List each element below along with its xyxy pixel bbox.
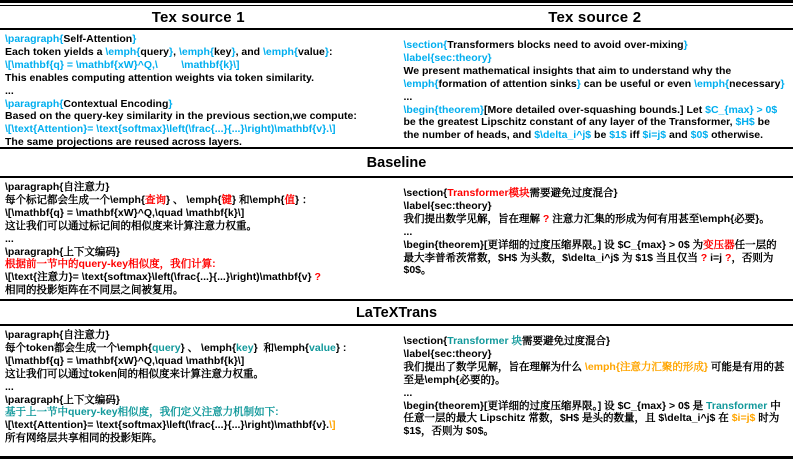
baseline-translation-1-panel <box>0 178 397 299</box>
code-line <box>5 432 393 445</box>
code-line <box>404 239 790 252</box>
code-line <box>5 284 393 297</box>
code-line <box>5 220 393 233</box>
code-segment: 中 <box>767 399 781 412</box>
tex-source-row <box>0 30 793 147</box>
code-segment-red: ? <box>542 212 550 225</box>
code-segment: key <box>213 45 232 58</box>
code-line <box>5 381 393 394</box>
code-line <box>404 213 790 226</box>
code-segment: and <box>666 129 691 142</box>
code-segment-cyan: } <box>231 45 236 58</box>
code-segment-cyan: \emph{ <box>263 45 299 58</box>
code-segment: , and <box>235 45 263 58</box>
code-segment-cyan: $1$ <box>609 129 627 142</box>
code-line <box>5 85 393 98</box>
code-segment-teal: Transformer <box>706 399 768 412</box>
code-segment-cyan: \paragraph{ <box>5 33 64 45</box>
code-segment-cyan: \[\mathbf{q} = \mathbf{xW}^Q,\ \mathbf{k}\] <box>5 58 240 71</box>
code-segment-cyan: $\delta_i^j$ <box>534 129 592 142</box>
code-line <box>404 187 790 200</box>
code-line <box>5 329 393 342</box>
code-line <box>404 129 790 142</box>
code-segment: be <box>591 129 610 142</box>
code-segment: \section{ <box>403 335 448 347</box>
code-segment: 每个标记都会生成一个\emph{ <box>5 193 146 206</box>
code-segment: 最大李普希茨常数，$H$ 为头数，$\delta_i^j$ 为 $1$ 当且仅当 <box>403 251 701 264</box>
tex-source-2-panel <box>397 30 793 147</box>
code-segment-cyan: \emph{ <box>694 77 730 90</box>
code-segment: 需要避免过度混合} <box>521 335 611 347</box>
code-line <box>404 387 790 400</box>
code-line <box>5 258 393 271</box>
code-line <box>404 78 790 91</box>
code-line <box>404 252 790 265</box>
code-segment-orange: $i=j$ <box>731 412 756 425</box>
code-line <box>404 425 790 438</box>
code-segment: } 、 \emph{ <box>166 193 222 206</box>
code-segment-cyan: } <box>168 97 173 110</box>
code-segment: ，否则为 <box>731 251 774 264</box>
code-line <box>404 39 790 52</box>
code-line <box>404 104 790 117</box>
code-line <box>404 52 790 65</box>
code-line <box>5 72 393 85</box>
code-line <box>5 123 393 136</box>
code-segment: necessary <box>729 77 781 90</box>
code-segment: 相同的投影矩阵在不同层之间被复用。 <box>5 284 184 297</box>
code-segment: \[\text{注意力}= \text{softmax}\left(\frac{...}{...}\right)\mathbf{v} <box>5 271 315 284</box>
code-segment: \paragraph{上下文编码} <box>5 393 120 406</box>
code-segment: , <box>173 45 179 58</box>
column-header-row <box>0 6 793 30</box>
code-line <box>5 59 393 72</box>
code-segment-cyan: \[\text{Attention}= \text{softmax}\left(\frac{...}{...}\right)\mathbf{v}.\] <box>5 123 336 136</box>
code-segment-cyan: \emph{ <box>403 77 439 90</box>
code-segment: } 、 \emph{ <box>180 341 237 354</box>
code-segment-cyan: \begin{theorem} <box>403 103 485 116</box>
code-segment: } 和\emph{ <box>231 193 285 206</box>
code-segment: Transformers blocks need to avoid over-mixing <box>447 39 684 51</box>
code-line <box>5 46 393 59</box>
code-segment: ... <box>5 232 14 245</box>
code-segment-cyan: } <box>132 33 137 45</box>
code-segment: \begin{theorem}[更详细的过度压缩界限。] 设 $C_{max} > 0$ 为 <box>403 238 704 251</box>
code-segment: can be useful or even <box>580 77 695 90</box>
code-segment: \paragraph{上下文编码} <box>5 245 120 258</box>
code-line <box>404 335 790 348</box>
code-segment: 这让我们可以通过标记间的相似度来计算注意力权重。 <box>5 219 257 232</box>
code-line <box>404 412 790 425</box>
code-line <box>5 368 393 381</box>
code-line <box>404 400 790 413</box>
code-segment-cyan: $0$ <box>690 129 709 142</box>
code-segment: be the greatest Lipschitz constant of any layer of the Transformer, <box>403 116 736 129</box>
latextrans-section-header: LaTeXTrans <box>0 299 793 326</box>
baseline-row <box>0 178 793 299</box>
code-line <box>5 136 393 147</box>
code-segment: The same projections are reused across layers. <box>5 136 242 147</box>
code-segment: \[\mathbf{q} = \mathbf{xW}^Q,\quad \mathbf{k}\] <box>5 206 245 219</box>
code-segment: $1$，否则为 $0$。 <box>403 425 494 438</box>
code-segment: \section{ <box>403 187 448 199</box>
code-segment: We present mathematical insights that aim to understand why the <box>403 64 732 77</box>
baseline-section-header: Baseline <box>0 147 793 178</box>
tex-source-1-panel <box>0 30 397 147</box>
code-segment-cyan: \emph{ <box>178 45 214 58</box>
code-segment-cyan: \label{sec:theory} <box>403 51 492 64</box>
code-segment: \[\text{Attention}= \text{softmax}\left(\frac{...}{...}\right)\mathbf{v}. <box>5 419 330 432</box>
code-segment: ... <box>403 386 413 399</box>
code-segment: This enables computing attention weights via token similarity. <box>5 71 315 84</box>
code-segment: \begin{theorem}[更详细的过度压缩界限。] 设 $C_{max} > 0$ 是 <box>403 399 707 412</box>
baseline-translation-2-panel <box>397 178 793 299</box>
code-line <box>404 374 790 387</box>
code-segment-cyan: \paragraph{ <box>5 97 64 110</box>
code-segment-red: 值 <box>284 193 295 206</box>
code-segment: 我们提出了数学见解，旨在理解为什么 <box>403 360 585 373</box>
code-line <box>5 181 393 194</box>
code-segment-cyan: } <box>683 39 688 51</box>
code-segment-cyan: \emph{ <box>105 45 141 58</box>
code-segment-red: 变压器 <box>703 238 735 251</box>
code-segment: iff <box>626 129 643 142</box>
code-line <box>5 207 393 220</box>
code-line <box>404 200 790 213</box>
code-line <box>5 194 393 207</box>
code-line <box>5 98 393 111</box>
code-segment-cyan: $H$ <box>735 116 755 129</box>
code-segment: Each token yields a <box>5 45 106 58</box>
code-segment: value <box>298 45 325 58</box>
code-segment-cyan: $C_{max} > 0$ <box>705 103 778 116</box>
code-segment-teal: query <box>152 341 181 354</box>
latextrans-translation-1-panel <box>0 326 397 456</box>
code-segment: 需要避免过度混合} <box>529 187 618 199</box>
code-segment: ... <box>5 84 14 97</box>
code-segment: \label{sec:theory} <box>403 347 492 360</box>
code-segment: \[\mathbf{q} = \mathbf{xW}^Q,\quad \mathbf{k}\] <box>5 354 245 367</box>
code-line <box>5 271 393 284</box>
code-segment: be <box>754 116 770 129</box>
code-segment: : <box>328 45 333 58</box>
code-segment: 这让我们可以通过token间的相似度来计算注意力权重。 <box>5 367 265 380</box>
code-line <box>404 264 790 277</box>
code-segment: Contextual Encoding <box>63 97 169 110</box>
code-line <box>404 361 790 374</box>
code-segment-cyan: } <box>169 45 174 58</box>
code-segment: Based on the query-key similarity in the previous section,we compute: <box>5 110 357 123</box>
code-line <box>5 355 393 368</box>
code-segment: [More detailed over-squashing bounds.] Let <box>484 103 706 116</box>
code-segment-red: 查询 <box>145 193 167 206</box>
code-segment: 时为 <box>755 412 780 425</box>
code-segment: ... <box>403 225 413 238</box>
latextrans-row <box>0 326 793 456</box>
code-segment: 任一层的 <box>734 238 777 251</box>
code-line <box>5 342 393 355</box>
code-segment-cyan: $i=j$ <box>642 129 667 142</box>
code-segment: } 和\emph{ <box>253 341 310 354</box>
code-segment-cyan: } <box>324 45 329 58</box>
code-segment-red: 键 <box>221 193 232 206</box>
code-segment-cyan: } <box>780 77 785 90</box>
code-segment-cyan: \section{ <box>403 39 448 51</box>
code-line <box>404 65 790 78</box>
code-line <box>5 110 393 123</box>
code-segment: 我们提出数学见解，旨在理解 <box>403 212 543 225</box>
code-line <box>5 33 393 46</box>
code-segment-teal: Transformer 块 <box>447 335 522 347</box>
code-segment-red: 根据前一节中的query-key相似度，我们计算: <box>5 258 216 271</box>
code-segment: Self-Attention <box>63 33 133 45</box>
code-segment-orange: \emph{注意力汇聚的形成} <box>584 360 709 373</box>
code-segment: query <box>140 45 169 58</box>
code-line <box>5 419 393 432</box>
column-header-tex-source-2: Tex source 2 <box>548 8 642 26</box>
code-segment: ... <box>403 90 413 103</box>
code-segment: 可能是有用的甚 <box>708 360 785 373</box>
code-segment: 每个token都会生成一个\emph{ <box>5 341 153 354</box>
code-segment: \paragraph{自注意力} <box>5 181 110 193</box>
code-segment: } ： <box>294 193 313 206</box>
code-line <box>404 91 790 104</box>
code-segment-red: ? <box>314 271 321 284</box>
code-segment-cyan: } <box>576 77 581 90</box>
code-segment: $0$。 <box>403 264 432 277</box>
code-line <box>5 394 393 407</box>
code-segment: 所有网络层共享相同的投影矩阵。 <box>5 432 163 445</box>
code-segment-red: Transformer模块 <box>447 187 530 199</box>
code-segment-red: ? <box>700 251 708 264</box>
latextrans-translation-2-panel <box>397 326 793 456</box>
code-segment: \paragraph{自注意力} <box>5 329 110 341</box>
code-segment: formation of attention sinks <box>438 77 577 90</box>
code-segment-teal: 基于上一节中query-key相似度，我们定义注意力机制如下: <box>5 406 279 419</box>
code-segment-teal: value <box>309 341 336 354</box>
code-segment-red: ? <box>725 251 732 264</box>
code-segment-orange: \] <box>329 419 336 432</box>
code-segment-teal: key <box>236 341 254 354</box>
code-segment: the number of heads, and <box>403 129 535 142</box>
code-segment: ... <box>5 380 14 393</box>
code-segment: \label{sec:theory} <box>403 199 492 212</box>
code-segment: } : <box>335 341 347 354</box>
code-segment: otherwise. <box>708 129 764 142</box>
code-segment: 至是\emph{必要的}。 <box>403 373 506 386</box>
code-line <box>404 348 790 361</box>
code-segment: 任意一层的最大 Lipschitz 常数，$H$ 是头的数量，且 $\delta_i^j$ 在 <box>403 412 732 425</box>
column-header-tex-source-1: Tex source 1 <box>151 8 245 26</box>
code-line <box>5 246 393 259</box>
code-line <box>404 116 790 129</box>
code-line <box>5 233 393 246</box>
code-segment: 注意力汇集的形成为何有用甚至\emph{必要}。 <box>549 212 770 225</box>
code-line <box>404 226 790 239</box>
code-line <box>5 406 393 419</box>
code-segment: i=j <box>707 251 726 264</box>
